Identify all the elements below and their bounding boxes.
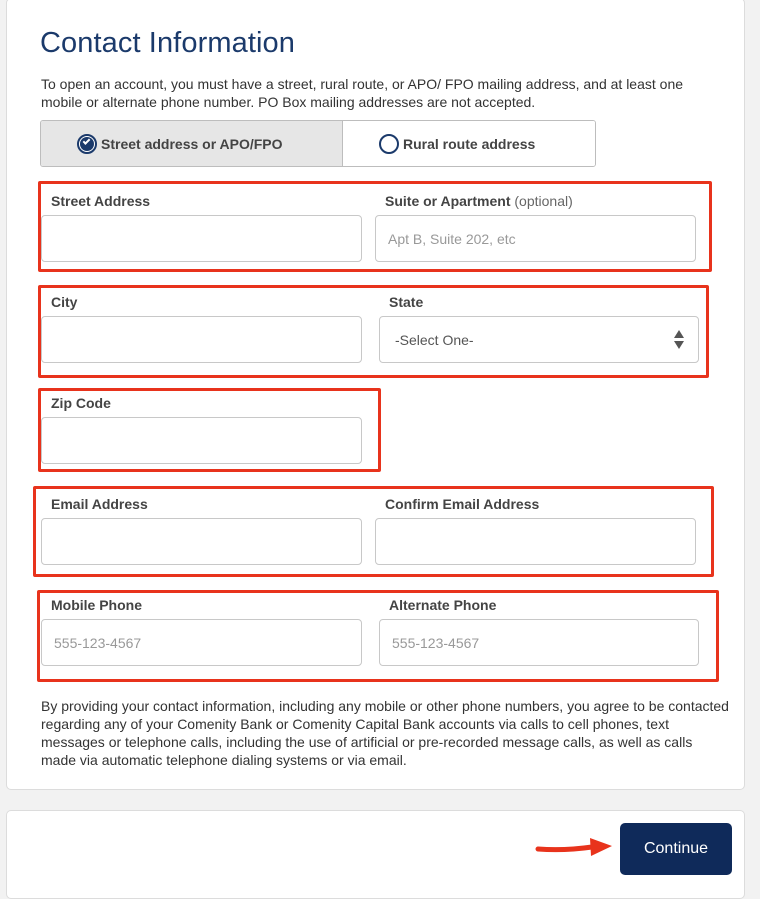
- email-label: Email Address: [51, 496, 148, 512]
- zip-input[interactable]: [41, 417, 362, 464]
- alternate-phone-placeholder: 555-123-4567: [392, 634, 480, 651]
- confirm-email-input[interactable]: [375, 518, 696, 565]
- address-type-street-label: Street address or APO/FPO: [101, 135, 283, 152]
- city-input[interactable]: [41, 316, 362, 363]
- suite-placeholder: Apt B, Suite 202, etc: [388, 230, 516, 247]
- street-address-label: Street Address: [51, 193, 151, 209]
- mobile-phone-input[interactable]: [41, 619, 362, 666]
- suite-input[interactable]: [375, 215, 696, 262]
- address-type-rural-option[interactable]: [343, 121, 595, 166]
- mobile-phone-label: Mobile Phone: [51, 597, 142, 613]
- email-input[interactable]: [41, 518, 362, 565]
- suite-label: Suite or Apartment (optional): [385, 193, 573, 209]
- radio-checked-icon: [77, 134, 97, 154]
- confirm-email-label: Confirm Email Address: [385, 496, 540, 512]
- continue-button[interactable]: Continue: [620, 823, 732, 875]
- optional-hint: (optional): [514, 193, 573, 209]
- intro-text: To open an account, you must have a street, rural route, or APO/ FPO mailing address, and at least one mobile or alternate phone number. PO Box mailing addresses are not accepted.: [41, 76, 684, 110]
- alternate-phone-input[interactable]: [379, 619, 699, 666]
- address-type-street-option[interactable]: [41, 121, 343, 166]
- zip-label: Zip Code: [51, 395, 111, 411]
- alternate-phone-label: Alternate Phone: [389, 597, 497, 613]
- state-label: State: [389, 294, 424, 310]
- mobile-phone-placeholder: 555-123-4567: [54, 634, 142, 651]
- page-title: Contact Information: [40, 27, 295, 59]
- consent-disclaimer: By providing your contact information, including any mobile or other phone numbers, you agree to be contacted regarding any of your Comenity Bank or Comenity Capital Bank accounts via calls to cell phones, text messages or telephone calls, including the use of artificial or pre-recorded message calls, as well as calls made via automatic telephone dialing systems or via email.: [41, 698, 729, 768]
- address-type-rural-label: Rural route address: [403, 135, 536, 152]
- state-select[interactable]: [379, 316, 699, 363]
- street-address-input[interactable]: [41, 215, 362, 262]
- address-type-toggle: [40, 120, 596, 167]
- select-updown-icon: [674, 330, 684, 350]
- red-arrow-icon: [534, 835, 614, 859]
- city-label: City: [51, 294, 78, 310]
- radio-empty-icon: [379, 134, 399, 154]
- state-selected-value: -Select One-: [395, 331, 474, 348]
